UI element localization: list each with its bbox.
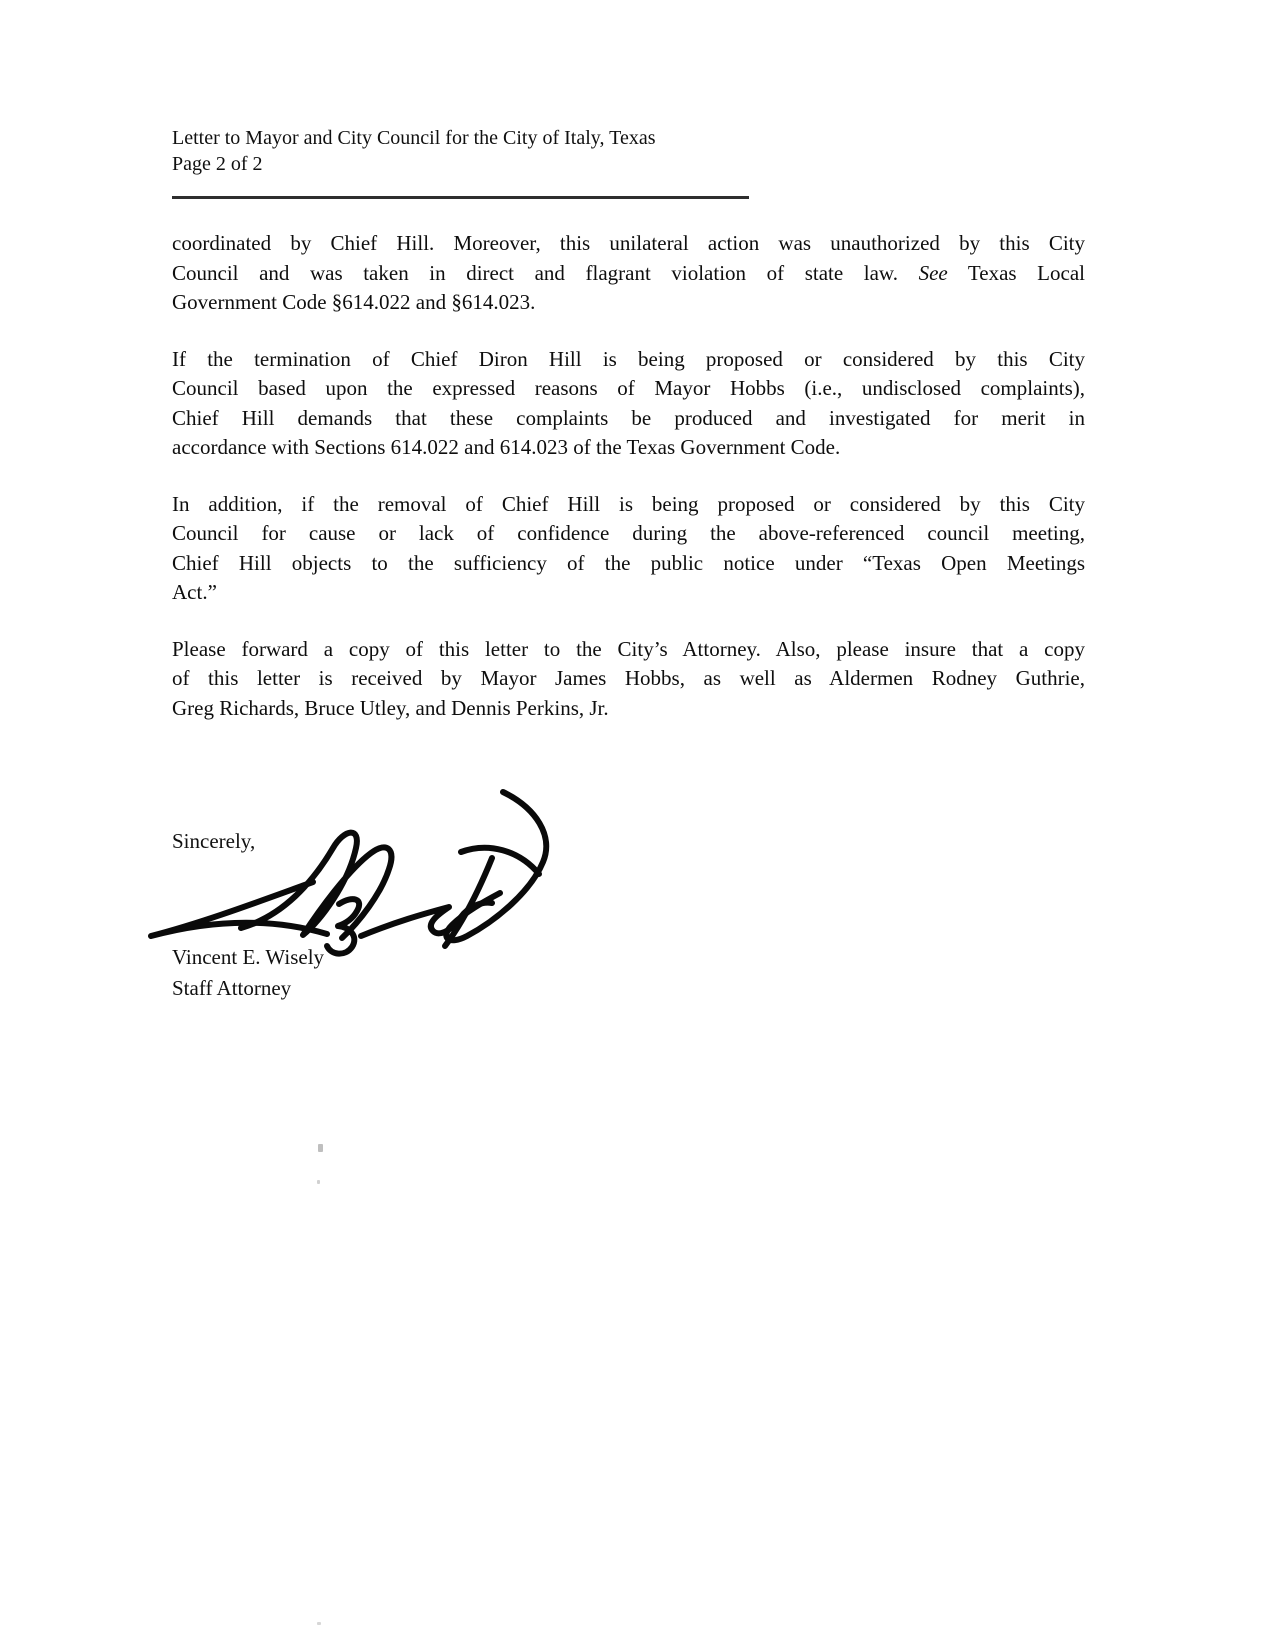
text-segment: accordance with Sections 614.022 and 614.023 of the Texas Government Code.: [172, 435, 841, 459]
text-line: [172, 635, 1085, 665]
text-line: [172, 288, 1085, 318]
scan-artifact-dot: [317, 1180, 320, 1184]
text-line: [172, 433, 1085, 463]
scan-artifact-dot: [317, 1622, 321, 1625]
text-line: [172, 549, 1085, 579]
text-line: [172, 694, 1085, 724]
text-line: [172, 345, 1085, 375]
text-line: [172, 664, 1085, 694]
text-line: [172, 519, 1085, 549]
text-line: [172, 374, 1085, 404]
letter-body: [172, 229, 1085, 750]
text-segment: Council based upon the expressed reasons of Mayor Hobbs (i.e., undisclosed complaints),: [172, 376, 1085, 400]
text-segment: of this letter is received by Mayor James Hobbs, as well as Aldermen Rodney Guthrie,: [172, 666, 1085, 690]
paragraph: [172, 345, 1085, 463]
text-segment: Act.”: [172, 580, 217, 604]
signer-title: Staff Attorney: [172, 976, 292, 1000]
text-segment: coordinated by Chief Hill. Moreover, this unilateral action was unauthorized by this City: [172, 231, 1085, 255]
scan-artifact-dot: [318, 1144, 323, 1152]
signer-name: Vincent E. Wisely: [172, 945, 325, 969]
text-segment: See: [918, 260, 948, 285]
text-line: [172, 490, 1085, 520]
text-line: [172, 259, 1085, 289]
text-segment: If the termination of Chief Diron Hill is being proposed or considered by this City: [172, 346, 1085, 371]
text-segment: In addition, if the removal of Chief Hill is being proposed or considered by this City: [172, 491, 1085, 516]
text-line: [172, 578, 1085, 608]
text-line: [172, 229, 1085, 259]
paragraph: [172, 635, 1085, 724]
paragraph: [172, 490, 1085, 608]
text-segment: Chief Hill objects to the sufficiency of the public notice under “Texas Open Meetings: [172, 550, 1085, 575]
signature-ink-icon: [145, 750, 555, 960]
signature: [145, 750, 555, 960]
text-segment: Please forward a copy of this letter to the City’s Attorney. Also, please insure that a copy: [172, 636, 1085, 661]
text-segment: Greg Richards, Bruce Utley, and Dennis Perkins, Jr.: [172, 695, 609, 720]
closing-salutation: Sincerely,: [172, 829, 256, 853]
page-header: [172, 125, 872, 177]
signer-block: [172, 942, 324, 1004]
header-divider-line: [172, 196, 749, 199]
text-segment: Council for cause or lack of confidence during the above-referenced council meeting,: [172, 521, 1085, 545]
text-segment: Texas Local: [947, 260, 1085, 285]
header-page-number: Page 2 of 2: [172, 153, 263, 175]
text-segment: Government Code §614.022 and §614.023.: [172, 290, 536, 314]
text-segment: Council and was taken in direct and flagrant violation of state law.: [172, 260, 919, 285]
text-segment: Chief Hill demands that these complaints be produced and investigated for merit in: [172, 405, 1085, 430]
text-line: [172, 404, 1085, 434]
header-title-line: Letter to Mayor and City Council for the City of Italy, Texas: [172, 127, 656, 149]
paragraph: [172, 229, 1085, 318]
